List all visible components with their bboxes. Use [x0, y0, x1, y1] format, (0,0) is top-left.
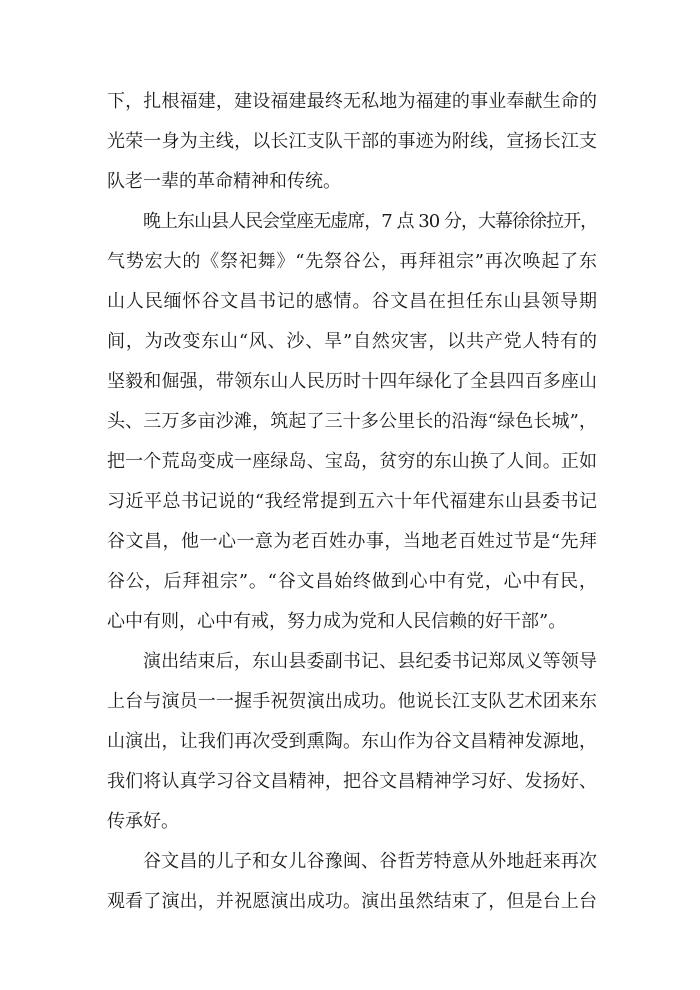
text-line: 光荣一身为主线，以长江支队干部的事迹为附线，宣扬长江支 [107, 131, 597, 152]
text-line: 上台与演员一一握手祝贺演出成功。他说长江支队艺术团来东 [107, 691, 597, 712]
text-line: 气势宏大的《祭祀舞》“先祭谷公，再拜祖宗”再次唤起了东 [107, 251, 597, 272]
text-line: 我们将认真学习谷文昌精神，把谷文昌精神学习好、发扬好、 [107, 771, 597, 792]
text-line: 队老一辈的革命精神和传统。 [107, 171, 341, 192]
paragraph-1 [107, 82, 597, 202]
text-line: 晚上东山县人民会堂座无虚席，7 点 30 分，大幕徐徐拉开， [143, 211, 598, 232]
paragraph-3 [107, 642, 597, 842]
text-line: 谷文昌的儿子和女儿谷豫闽、谷哲芳特意从外地赶来再次 [143, 851, 597, 872]
text-line: 谷公，后拜祖宗”。“谷文昌始终做到心中有党，心中有民， [107, 571, 597, 592]
text-line: 传承好。 [107, 811, 179, 832]
text-line: 把一个荒岛变成一座绿岛、宝岛，贫穷的东山换了人间。正如 [107, 451, 597, 472]
text-line: 山人民缅怀谷文昌书记的感情。谷文昌在担任东山县领导期 [107, 291, 597, 312]
text-line: 演出结束后，东山县委副书记、县纪委书记郑凤义等领导 [143, 651, 597, 672]
text-line: 习近平总书记说的“我经常提到五六十年代福建东山县委书记 [107, 491, 597, 512]
text-line: 坚毅和倔强，带领东山人民历时十四年绿化了全县四百多座山 [107, 371, 597, 392]
text-line: 观看了演出，并祝愿演出成功。演出虽然结束了，但是台上台 [107, 891, 597, 912]
text-line: 头、三万多亩沙滩，筑起了三十多公里长的沿海“绿色长城”， [107, 411, 597, 432]
paragraph-4 [107, 842, 597, 922]
text-line: 下，扎根福建，建设福建最终无私地为福建的事业奉献生命的 [107, 91, 597, 112]
text-line: 山演出，让我们再次受到熏陶。东山作为谷文昌精神发源地， [107, 731, 597, 752]
text-line: 谷文昌，他一心一意为老百姓办事，当地老百姓过节是“先拜 [107, 531, 597, 552]
text-line: 间，为改变东山“风、沙、旱”自然灾害，以共产党人特有的 [107, 331, 597, 352]
text-line: 心中有则，心中有戒，努力成为党和人民信赖的好干部”。 [107, 611, 567, 632]
paragraph-2 [107, 202, 597, 642]
document-body [107, 82, 597, 922]
